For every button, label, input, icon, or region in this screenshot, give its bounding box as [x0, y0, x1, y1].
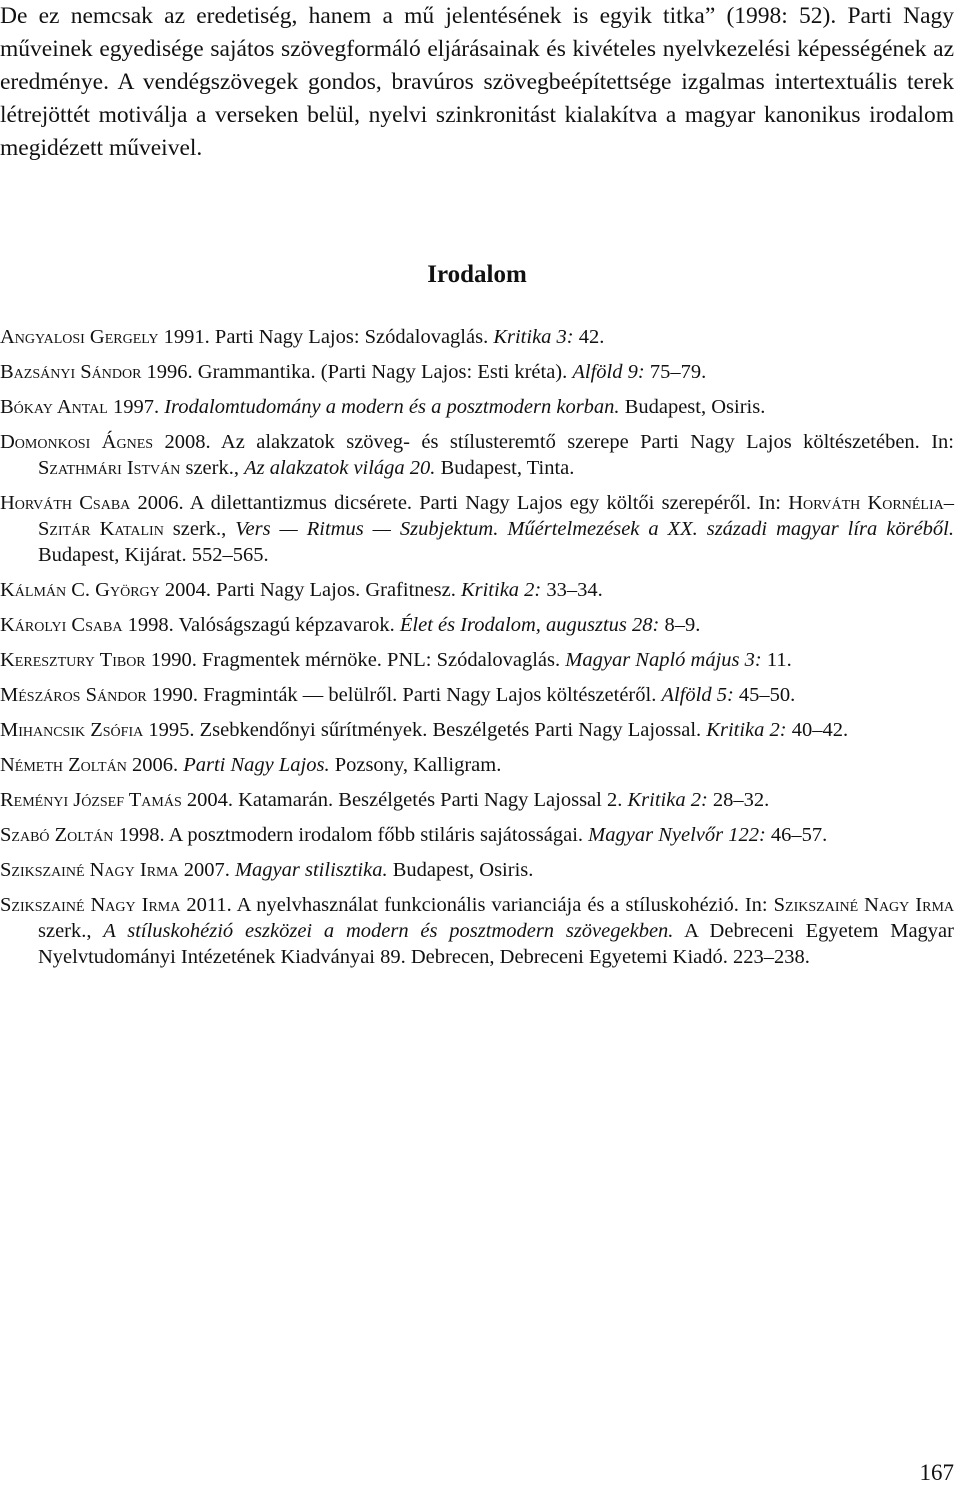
reference-text: 2004. Katamarán. Beszélgetés Parti Nagy Lajossal 2. [181, 789, 628, 811]
reference-title-italic: Magyar Nyelvőr 122: [588, 824, 766, 846]
reference-title-italic: Kritika 2: [627, 789, 708, 811]
reference-author: Reményi József Tamás [0, 789, 182, 811]
reference-text: 42. [573, 326, 605, 348]
reference-editor: Szathmári István [38, 457, 181, 479]
reference-text: 2011. A nyelvhasználat funkcionális varianciája és a stíluskohézió. In: [180, 894, 774, 916]
reference-author: Bókay Antal [0, 396, 108, 418]
section-heading: Irodalom [427, 261, 527, 288]
reference-text: 1995. Zsebkendőnyi sűrítmények. Beszélgetés Parti Nagy Lajossal. [143, 719, 707, 741]
reference-text: Budapest, Osiris. [619, 396, 766, 418]
reference-author: Bazsányi Sándor [0, 361, 142, 383]
reference-entry [0, 490, 954, 568]
reference-text: 2006. [126, 754, 184, 776]
reference-entry [0, 577, 954, 603]
reference-text: Budapest, Kijárat. 552–565. [38, 544, 269, 566]
reference-title-italic: Alföld 5: [661, 684, 734, 706]
reference-text: 8–9. [659, 614, 701, 636]
reference-entry [0, 647, 954, 673]
reference-title-italic: Alföld 9: [572, 361, 645, 383]
reference-entry [0, 717, 954, 743]
reference-title-italic: A stíluskohézió eszközei a modern és posztmodern szövegekben. [103, 920, 674, 942]
reference-text: 45–50. [733, 684, 796, 706]
reference-entry [0, 892, 954, 970]
reference-title-italic: Kritika 2: [460, 579, 542, 601]
reference-title-italic: Kritika 3: [493, 326, 574, 348]
reference-author: Horváth Csaba [0, 492, 131, 514]
reference-text: szerk., [163, 518, 236, 540]
reference-entry [0, 359, 954, 385]
reference-text: szerk., [180, 457, 245, 479]
reference-title-italic: Magyar Napló május 3: [565, 649, 762, 671]
reference-text: 2004. Parti Nagy Lajos. Grafitnesz. [159, 579, 461, 601]
reference-text: 46–57. [765, 824, 828, 846]
reference-editor: Horváth Kornélia–Szitár Katalin [38, 492, 954, 540]
reference-title-italic: Az alakzatok világa 20. [244, 457, 436, 479]
reference-text: 2008. Az alakzatok szöveg- és stílusteremtő szerepe Parti Nagy Lajos költészetében. In: [153, 431, 954, 453]
reference-author: Szikszainé Nagy Irma [0, 894, 181, 916]
reference-author: Angyalosi Gergely [0, 326, 159, 348]
reference-title-italic: Magyar stilisztika. [234, 859, 388, 881]
reference-text: 28–32. [707, 789, 770, 811]
reference-text: 1997. [107, 396, 165, 418]
reference-text: 1998. Valóságszagú képzavarok. [122, 614, 400, 636]
reference-text: Pozsony, Kalligram. [329, 754, 502, 776]
reference-text: 2007. [178, 859, 235, 881]
reference-entry [0, 394, 954, 420]
reference-text: 33–34. [541, 579, 603, 601]
reference-author: Szabó Zoltán [0, 824, 114, 846]
reference-text: 11. [761, 649, 792, 671]
reference-author: Károlyi Csaba [0, 614, 123, 636]
reference-entry [0, 682, 954, 708]
reference-text: 1990. Fragmentek mérnöke. PNL: Szódalovaglás. [145, 649, 566, 671]
reference-title-italic: Irodalomtudomány a modern és a posztmodern korban. [164, 396, 620, 418]
reference-editor: Szikszainé Nagy Irma [773, 894, 955, 916]
page-number: 167 [919, 1460, 954, 1485]
reference-entry [0, 822, 954, 848]
reference-author: Mészáros Sándor [0, 684, 147, 706]
reference-entry [0, 752, 954, 778]
reference-author: Szikszainé Nagy Irma [0, 859, 179, 881]
reference-author: Mihancsik Zsófia [0, 719, 144, 741]
reference-text: 1991. Parti Nagy Lajos: Szódalovaglás. [158, 326, 494, 348]
reference-entry [0, 612, 954, 638]
reference-author: Keresztury Tibor [0, 649, 146, 671]
reference-text: Budapest, Tinta. [435, 457, 575, 479]
reference-entry [0, 324, 954, 350]
reference-text: A Debreceni Egyetem Magyar Nyelvtudományi Intézetének Kiadványai 89. Debrecen, Debreceni Egyetemi Kiadó. 223–238. [38, 920, 954, 968]
body-paragraph: De ez nemcsak az eredetiség, hanem a mű jelentésének is egyik titka” (1998: 52). Parti Nagy műveinek egyedisége sajátos szövegformáló eljárásainak és kivételes nyelvkezelési képességének az eredménye. A vendégszövegek gondos, bravúros szövegbeépítettsége izgalmas intertextuális terek létrejöttét motiválja a verseken belül, nyelvi szinkronitást kialakítva a magyar kanonikus irodalom megidézett műveivel. [0, 3, 954, 161]
reference-text: 2006. A dilettantizmus dicsérete. Parti Nagy Lajos egy költői szerepéről. In: [130, 492, 789, 514]
reference-text: 40–42. [786, 719, 849, 741]
reference-text: 75–79. [644, 361, 707, 383]
reference-author: Kálmán C. György [0, 579, 160, 601]
reference-author: Domonkosi Ágnes [0, 431, 154, 453]
reference-entry [0, 429, 954, 481]
reference-title-italic: Vers — Ritmus — Szubjektum. Műértelmezések a XX. századi magyar líra köréből. [235, 518, 955, 540]
reference-entry [0, 857, 954, 883]
reference-title-italic: Élet és Irodalom, augusztus 28: [399, 614, 660, 636]
reference-list [0, 324, 954, 979]
reference-text: Budapest, Osiris. [387, 859, 534, 881]
reference-text: 1990. Fragminták — belülről. Parti Nagy Lajos költészetéről. [146, 684, 662, 706]
reference-text: 1998. A posztmodern irodalom főbb stiláris sajátosságai. [113, 824, 589, 846]
reference-title-italic: Parti Nagy Lajos. [183, 754, 330, 776]
reference-title-italic: Kritika 2: [706, 719, 787, 741]
reference-text: 1996. Grammantika. (Parti Nagy Lajos: Esti kréta). [141, 361, 573, 383]
reference-text: szerk., [38, 920, 104, 942]
reference-entry [0, 787, 954, 813]
reference-author: Németh Zoltán [0, 754, 127, 776]
